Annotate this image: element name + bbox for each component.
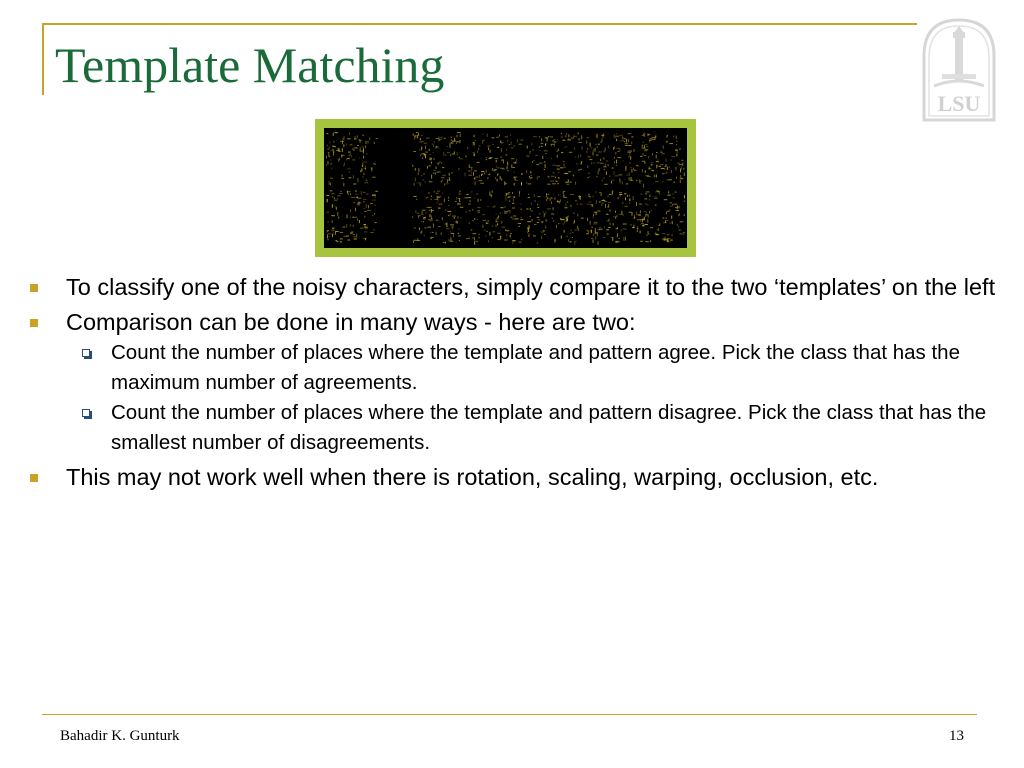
noisy-characters-image: [324, 128, 687, 248]
bullet-text: This may not work well when there is rotation, scaling, warping, occlusion, etc.: [66, 464, 879, 490]
square-bullet-icon: [30, 284, 38, 292]
subbullet-text: Count the number of places where the template and pattern disagree. Pick the class that has the smallest number of disagreements.: [111, 401, 987, 454]
bullet-item: [30, 462, 1015, 493]
subbullet-text: Count the number of places where the template and pattern agree. Pick the class that has the maximum number of agreements.: [111, 341, 960, 394]
bullet-list: [30, 272, 1015, 497]
bullet-item: [30, 307, 1015, 458]
top-rule: [42, 23, 917, 25]
subbullet-item: [66, 338, 1015, 398]
bullet-text: To classify one of the noisy characters, simply compare it to the two ‘templates’ on the left: [66, 274, 996, 300]
noisy-characters-figure: [315, 119, 696, 257]
square-bullet-icon: [30, 319, 38, 327]
left-rule: [42, 23, 44, 95]
footer-page-number: 13: [949, 728, 964, 744]
svg-text:LSU: LSU: [937, 91, 981, 116]
checkbox-bullet-icon: [82, 349, 90, 357]
bottom-rule: [42, 714, 977, 715]
checkbox-bullet-icon: [82, 409, 90, 417]
square-bullet-icon: [30, 474, 38, 482]
subbullet-item: [66, 398, 1015, 458]
footer-author: Bahadir K. Gunturk: [60, 728, 180, 744]
bullet-text: Comparison can be done in many ways - here are two:: [66, 309, 636, 335]
subbullet-list: [66, 338, 1015, 458]
lsu-logo: [920, 16, 998, 122]
slide-title: Template Matching: [55, 37, 445, 93]
bullet-item: [30, 272, 1015, 303]
